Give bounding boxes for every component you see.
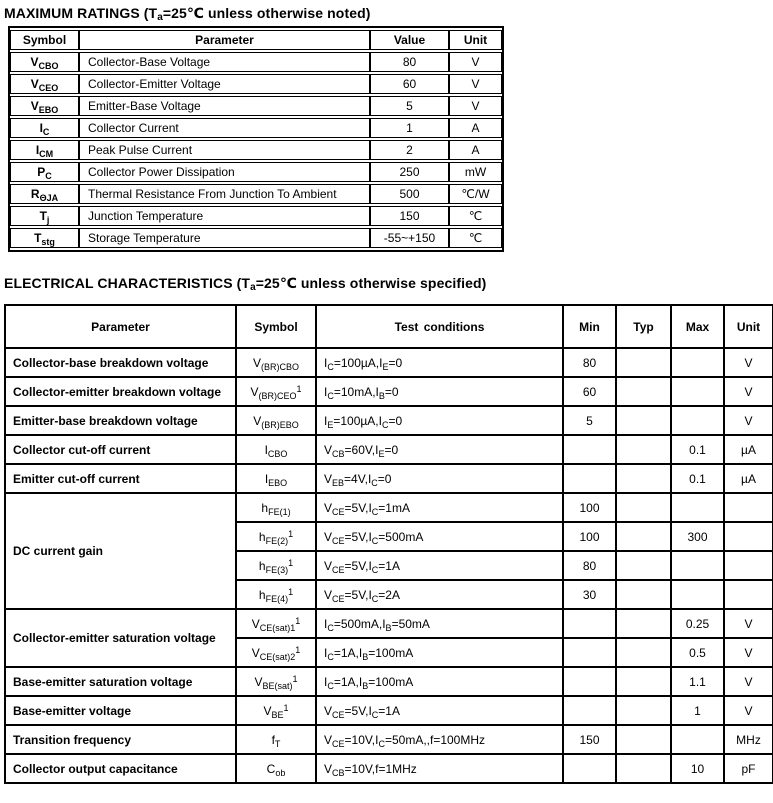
min-cell (563, 638, 616, 667)
symbol-cell: $I_C$ (10, 118, 79, 138)
parameter-cell: Storage Temperature (79, 228, 370, 248)
electrical-column-header: Test conditions (316, 305, 563, 348)
parameter-cell: Collector-Base Voltage (79, 52, 370, 72)
value-cell: -55~+150 (370, 228, 449, 248)
unit-cell: V (724, 377, 773, 406)
test-conditions-cell: $I_E=100\mu A,I_C=0$ (316, 406, 563, 435)
max-cell (671, 348, 724, 377)
typ-cell (616, 638, 671, 667)
symbol-cell: $h_{FE(4)}^1$ (236, 580, 316, 609)
max-cell (671, 377, 724, 406)
max-ratings-column-header: Parameter (79, 30, 370, 50)
symbol-cell: $V_{EBO}$ (10, 96, 79, 116)
max-cell (671, 725, 724, 754)
electrical-row (5, 667, 773, 696)
min-cell: 30 (563, 580, 616, 609)
max-ratings-row (10, 52, 502, 72)
symbol-cell: $V_{(BR)CEO}^1$ (236, 377, 316, 406)
unit-cell: ℃/W (449, 184, 502, 204)
value-cell: 5 (370, 96, 449, 116)
unit-cell: V (724, 696, 773, 725)
test-conditions-cell: $V_{CE}=5V,I_C=2A$ (316, 580, 563, 609)
electrical-row (5, 377, 773, 406)
symbol-cell: $V_{CBO}$ (10, 52, 79, 72)
parameter-cell: Base-emitter voltage (5, 696, 236, 725)
electrical-row (5, 493, 773, 522)
unit-cell (724, 580, 773, 609)
unit-cell: V (724, 348, 773, 377)
typ-cell (616, 522, 671, 551)
max-cell: 0.1 (671, 435, 724, 464)
typ-cell (616, 667, 671, 696)
electrical-column-header: Symbol (236, 305, 316, 348)
max-ratings-table (8, 26, 504, 252)
test-conditions-cell: $V_{CE}=5V,I_C=500mA$ (316, 522, 563, 551)
min-cell (563, 754, 616, 783)
value-cell: 500 (370, 184, 449, 204)
max-cell: 1.1 (671, 667, 724, 696)
min-cell (563, 609, 616, 638)
test-conditions-cell: $I_C=10mA,I_B=0$ (316, 377, 563, 406)
typ-cell (616, 493, 671, 522)
max-ratings-column-header: Symbol (10, 30, 79, 50)
unit-cell: V (724, 609, 773, 638)
min-cell: 150 (563, 725, 616, 754)
parameter-cell: DC current gain (5, 493, 236, 609)
symbol-cell: $V_{BE(sat)}^1$ (236, 667, 316, 696)
value-cell: 80 (370, 52, 449, 72)
electrical-row (5, 725, 773, 754)
parameter-cell: Emitter cut-off current (5, 464, 236, 493)
max-cell (671, 406, 724, 435)
typ-cell (616, 551, 671, 580)
parameter-cell: Peak Pulse Current (79, 140, 370, 160)
test-conditions-cell: $V_{EB}=4V,I_C=0$ (316, 464, 563, 493)
electrical-body (5, 348, 773, 783)
value-cell: 150 (370, 206, 449, 226)
unit-cell (724, 493, 773, 522)
min-cell (563, 696, 616, 725)
max-ratings-row (10, 184, 502, 204)
max-cell: 0.25 (671, 609, 724, 638)
unit-cell: µA (724, 464, 773, 493)
unit-cell: µA (724, 435, 773, 464)
min-cell: 100 (563, 522, 616, 551)
electrical-column-header: Unit (724, 305, 773, 348)
symbol-cell: $V_{(BR)EBO}$ (236, 406, 316, 435)
unit-cell: V (724, 638, 773, 667)
max-cell (671, 551, 724, 580)
unit-cell: V (724, 406, 773, 435)
min-cell: 5 (563, 406, 616, 435)
parameter-cell: Base-emitter saturation voltage (5, 667, 236, 696)
min-cell: 80 (563, 348, 616, 377)
value-cell: 1 (370, 118, 449, 138)
parameter-cell: Collector-emitter saturation voltage (5, 609, 236, 667)
max-ratings-row (10, 228, 502, 248)
min-cell: 80 (563, 551, 616, 580)
unit-cell: ℃ (449, 228, 502, 248)
symbol-cell: $I_{CBO}$ (236, 435, 316, 464)
electrical-header-row (5, 305, 773, 348)
parameter-cell: Transition frequency (5, 725, 236, 754)
electrical-row (5, 696, 773, 725)
typ-cell (616, 377, 671, 406)
max-cell: 10 (671, 754, 724, 783)
electrical-characteristics-table (4, 304, 773, 784)
electrical-row (5, 406, 773, 435)
electrical-row (5, 435, 773, 464)
electrical-row (5, 348, 773, 377)
min-cell (563, 667, 616, 696)
symbol-cell: $h_{FE(3)}^1$ (236, 551, 316, 580)
symbol-cell: $R_{\Theta JA}$ (10, 184, 79, 204)
electrical-column-header: Typ (616, 305, 671, 348)
typ-cell (616, 754, 671, 783)
value-cell: 2 (370, 140, 449, 160)
unit-cell: A (449, 118, 502, 138)
max-cell (671, 580, 724, 609)
typ-cell (616, 609, 671, 638)
max-ratings-row (10, 162, 502, 182)
symbol-cell: $V_{CE(sat)1}^1$ (236, 609, 316, 638)
electrical-column-header: Parameter (5, 305, 236, 348)
min-cell: 60 (563, 377, 616, 406)
electrical-row (5, 754, 773, 783)
electrical-row (5, 464, 773, 493)
max-ratings-title: MAXIMUM RATINGS ($T_a=25℃$ unless otherwise noted) (4, 5, 371, 23)
symbol-cell: $T_j$ (10, 206, 79, 226)
symbol-cell: $V_{BE}^1$ (236, 696, 316, 725)
unit-cell: V (449, 96, 502, 116)
value-cell: 60 (370, 74, 449, 94)
unit-cell: pF (724, 754, 773, 783)
parameter-cell: Emitter-base breakdown voltage (5, 406, 236, 435)
max-cell: 1 (671, 696, 724, 725)
electrical-column-header: Min (563, 305, 616, 348)
symbol-cell: $T_{stg}$ (10, 228, 79, 248)
parameter-cell: Collector-emitter breakdown voltage (5, 377, 236, 406)
symbol-cell: $f_T$ (236, 725, 316, 754)
symbol-cell: $V_{CE(sat)2}^1$ (236, 638, 316, 667)
unit-cell: mW (449, 162, 502, 182)
unit-cell (724, 551, 773, 580)
min-cell: 100 (563, 493, 616, 522)
test-conditions-cell: $V_{CE}=5V,I_C=1A$ (316, 551, 563, 580)
symbol-cell: $I_{EBO}$ (236, 464, 316, 493)
max-ratings-row (10, 206, 502, 226)
max-ratings-header-row (10, 30, 502, 50)
max-ratings-row (10, 118, 502, 138)
max-cell: 0.5 (671, 638, 724, 667)
test-conditions-cell: $V_{CE}=10V,I_C=50mA,,f=100MHz$ (316, 725, 563, 754)
parameter-cell: Collector Power Dissipation (79, 162, 370, 182)
max-ratings-row (10, 96, 502, 116)
unit-cell: V (449, 74, 502, 94)
symbol-cell: $C_{ob}$ (236, 754, 316, 783)
max-ratings-column-header: Unit (449, 30, 502, 50)
typ-cell (616, 696, 671, 725)
test-conditions-cell: $I_C=1A,I_B=100mA$ (316, 667, 563, 696)
parameter-cell: Collector output capacitance (5, 754, 236, 783)
unit-cell (724, 522, 773, 551)
electrical-row (5, 609, 773, 638)
test-conditions-cell: $V_{CE}=5V,I_C=1A$ (316, 696, 563, 725)
typ-cell (616, 406, 671, 435)
test-conditions-cell: $V_{CB}=10V,f=1MHz$ (316, 754, 563, 783)
min-cell (563, 464, 616, 493)
parameter-cell: Collector Current (79, 118, 370, 138)
max-cell: 0.1 (671, 464, 724, 493)
test-conditions-cell: $I_C=500mA,I_B=50mA$ (316, 609, 563, 638)
symbol-cell: $h_{FE(1)}$ (236, 493, 316, 522)
max-cell (671, 493, 724, 522)
test-conditions-cell: $I_C=100\mu A,I_E=0$ (316, 348, 563, 377)
typ-cell (616, 725, 671, 754)
parameter-cell: Collector-base breakdown voltage (5, 348, 236, 377)
electrical-characteristics-title: ELECTRICAL CHARACTERISTICS ($T_a=25℃$ unless otherwise specified) (4, 275, 487, 293)
unit-cell: V (724, 667, 773, 696)
unit-cell: ℃ (449, 206, 502, 226)
typ-cell (616, 435, 671, 464)
test-conditions-cell: $V_{CE}=5V,I_C=1mA$ (316, 493, 563, 522)
parameter-cell: Collector-Emitter Voltage (79, 74, 370, 94)
max-ratings-body (10, 52, 502, 248)
max-ratings-row (10, 140, 502, 160)
test-conditions-cell: $I_C=1A,I_B=100mA$ (316, 638, 563, 667)
max-ratings-column-header: Value (370, 30, 449, 50)
symbol-cell: $P_C$ (10, 162, 79, 182)
unit-cell: V (449, 52, 502, 72)
max-cell: 300 (671, 522, 724, 551)
parameter-cell: Junction Temperature (79, 206, 370, 226)
symbol-cell: $I_{CM}$ (10, 140, 79, 160)
parameter-cell: Thermal Resistance From Junction To Ambient (79, 184, 370, 204)
unit-cell: MHz (724, 725, 773, 754)
typ-cell (616, 580, 671, 609)
typ-cell (616, 348, 671, 377)
typ-cell (616, 464, 671, 493)
min-cell (563, 435, 616, 464)
value-cell: 250 (370, 162, 449, 182)
max-ratings-row (10, 74, 502, 94)
symbol-cell: $h_{FE(2)}^1$ (236, 522, 316, 551)
parameter-cell: Emitter-Base Voltage (79, 96, 370, 116)
parameter-cell: Collector cut-off current (5, 435, 236, 464)
symbol-cell: $V_{(BR)CBO}$ (236, 348, 316, 377)
electrical-column-header: Max (671, 305, 724, 348)
symbol-cell: $V_{CEO}$ (10, 74, 79, 94)
test-conditions-cell: $V_{CB}=60V,I_E=0$ (316, 435, 563, 464)
unit-cell: A (449, 140, 502, 160)
